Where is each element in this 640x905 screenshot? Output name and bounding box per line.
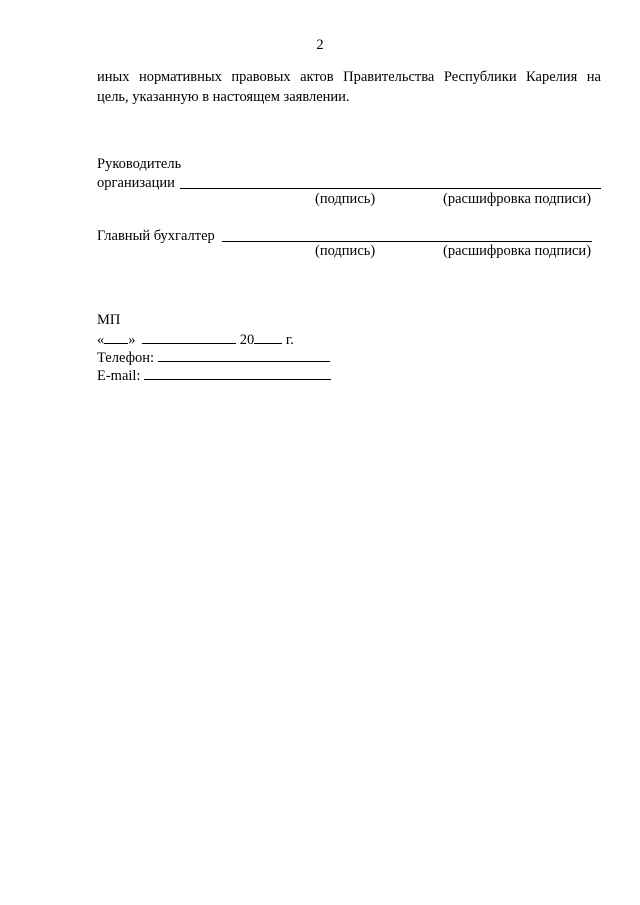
date-day-blank — [104, 331, 128, 344]
phone-line — [97, 349, 330, 366]
head-label-line-1: Руководитель — [97, 156, 182, 172]
stamp-label: МП — [97, 312, 121, 328]
date-year-suffix: г. — [285, 332, 294, 348]
head-signature-line — [180, 188, 601, 189]
head-decoding-caption: (расшифровка подписи) — [443, 191, 592, 207]
paragraph-line-2: цель, указанную в настоящем заявлении. — [97, 89, 350, 105]
date-year-prefix: 20 — [239, 332, 255, 348]
date-open-quote: « — [97, 332, 105, 348]
page-number: 2 — [316, 37, 324, 53]
head-label-line-2: организации — [97, 175, 175, 191]
accountant-decoding-caption: (расшифровка подписи) — [443, 243, 592, 259]
date-month-blank — [142, 331, 236, 344]
accountant-label: Главный бухгалтер — [97, 228, 215, 244]
body-paragraph — [97, 67, 601, 107]
phone-label: Телефон: — [97, 350, 155, 366]
paragraph-line-1: иных нормативных правовых актов Правительства Республики Карелия на — [97, 69, 601, 85]
email-label: E-mail: — [97, 368, 141, 384]
accountant-signature-caption: (подпись) — [315, 243, 376, 259]
date-year-blank — [254, 331, 282, 344]
date-close-quote: » — [128, 332, 136, 348]
email-blank — [144, 367, 331, 380]
head-signature-caption: (подпись) — [315, 191, 376, 207]
email-line — [97, 367, 331, 384]
phone-blank — [158, 349, 330, 362]
accountant-signature-line — [222, 241, 592, 242]
date-line — [97, 331, 294, 348]
